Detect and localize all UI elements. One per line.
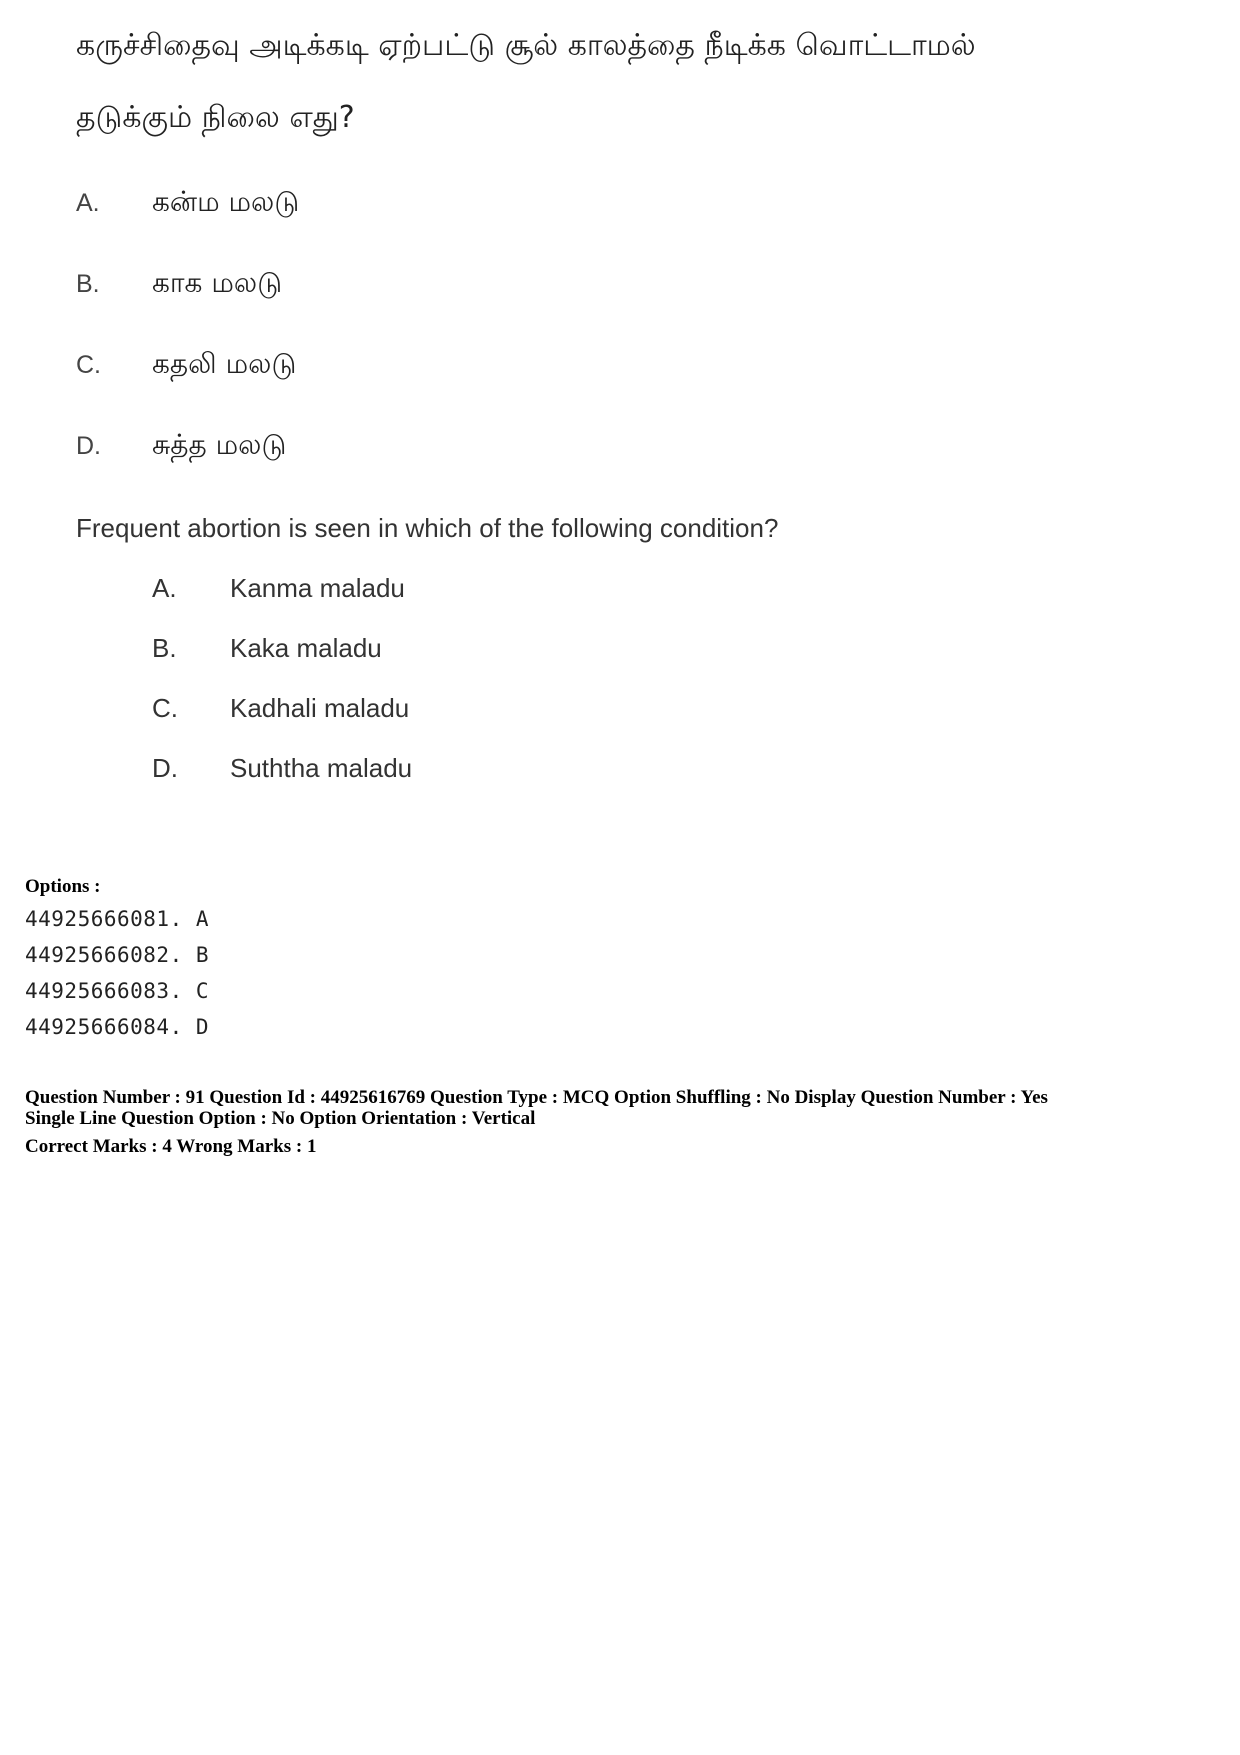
tamil-option-a <box>76 185 299 225</box>
english-option-c <box>152 693 409 724</box>
option-letter: C. <box>76 351 101 379</box>
option-letter: D. <box>76 432 101 460</box>
option-text: சுத்த மலடு <box>152 428 287 461</box>
option-letter: C. <box>152 693 178 723</box>
tamil-option-d <box>76 428 286 468</box>
option-text: காக மலடு <box>152 266 283 299</box>
option-id-a: 44925666081. A <box>25 907 210 931</box>
option-letter: A. <box>76 189 100 217</box>
option-text: Kaka maladu <box>230 633 382 663</box>
option-letter: B. <box>152 633 177 663</box>
options-label: Options : <box>25 876 101 897</box>
option-id-b: 44925666082. B <box>25 943 210 967</box>
tamil-question-line-2: தடுக்கும் நிலை எது? <box>76 100 355 135</box>
question-image <box>0 0 1240 800</box>
option-text: கன்ம மலடு <box>152 185 300 218</box>
tamil-option-c <box>76 347 296 387</box>
option-text: Suththa maladu <box>230 753 413 783</box>
option-letter: B. <box>76 270 100 298</box>
option-id-c: 44925666083. C <box>25 979 210 1003</box>
english-option-b <box>152 633 382 664</box>
question-meta-line-2: Single Line Question Option : No Option Orientation : Vertical <box>25 1108 536 1129</box>
tamil-question-line-1: கருச்சிதைவு அடிக்கடி ஏற்பட்டு சூல் காலத்தை நீடிக்க வொட்டாமல் <box>76 28 976 63</box>
english-option-d <box>152 753 412 784</box>
option-letter: D. <box>152 753 178 783</box>
tamil-option-b <box>76 266 282 306</box>
option-id-d: 44925666084. D <box>25 1015 210 1039</box>
question-meta-line-1: Question Number : 91 Question Id : 44925616769 Question Type : MCQ Option Shuffling : No Display Question Number : Yes <box>25 1087 1048 1108</box>
option-text: Kanma maladu <box>230 573 405 603</box>
option-text: Kadhali maladu <box>230 693 410 723</box>
english-question-text: Frequent abortion is seen in which of the following condition? <box>76 513 779 543</box>
question-marks: Correct Marks : 4 Wrong Marks : 1 <box>25 1136 317 1157</box>
option-letter: A. <box>152 573 177 603</box>
english-option-a <box>152 573 405 604</box>
option-text: கதலி மலடு <box>152 347 297 380</box>
